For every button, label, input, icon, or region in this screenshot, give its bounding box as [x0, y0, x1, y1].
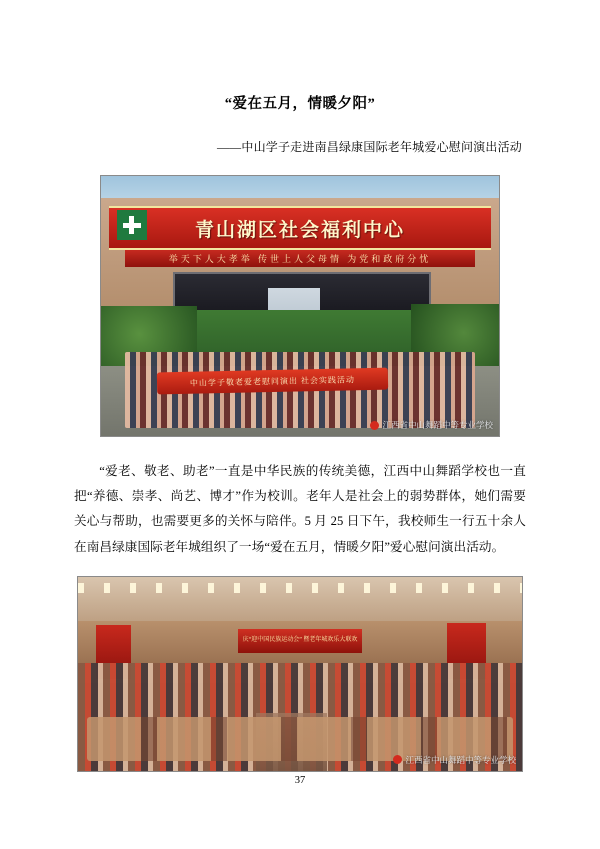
- photo1-sub-banner: [125, 250, 475, 267]
- photo-indoor-performance-hall: [77, 576, 523, 772]
- photo2-stage-banner: [238, 629, 362, 653]
- page-content: [74, 0, 526, 849]
- photo2-stage-banner-text: 庆“迎中国民族运动会” 暨老年城欢乐大联欢: [242, 637, 358, 644]
- photo1-watermark: [370, 419, 493, 431]
- photo2-watermark-text: 江西省中山舞蹈中等专业学校: [405, 754, 516, 765]
- photo1-main-banner: [109, 206, 491, 250]
- page-title: “爱在五月，情暖夕阳”: [224, 96, 376, 112]
- photo2-watermark: [393, 754, 516, 766]
- photo1-crowd-banner-text: 中山学子敬老爱老慰问演出 社会实践活动: [189, 374, 355, 388]
- photo1-main-banner-text: 青山湖区社会福利中心: [194, 219, 405, 241]
- school-logo-icon: [393, 755, 402, 764]
- photo2-ceiling-lights: [78, 583, 522, 593]
- page-number: 37: [294, 775, 306, 786]
- photo1-watermark-text: 江西省中山舞蹈中等专业学校: [382, 420, 493, 430]
- photo-group-outside-welfare-center: [100, 175, 500, 437]
- medical-cross-icon: [117, 210, 147, 240]
- body-paragraph: “爱老、敬老、助老”一直是中华民族的传统美德，江西中山舞蹈学校也一直把“养德、崇孝、尚艺、博才”作为校训。老年人是社会上的弱势群体，她们需要关心与帮助，也需要更多的关怀与陪伴。5 月 25 日下午，我校师生一行五十余人在南昌绿康国际老年城组织了一场“爱在五月，情暖夕阳”爱心慰问演出活动。: [74, 464, 526, 554]
- photo1-sub-banner-text: 举天下人大孝举 传世上人父母情 为党和政府分忧: [168, 254, 432, 264]
- page-subtitle: ——中山学子走进南昌绿康国际老年城爱心慰问演出活动: [216, 140, 522, 154]
- school-logo-icon: [370, 421, 379, 430]
